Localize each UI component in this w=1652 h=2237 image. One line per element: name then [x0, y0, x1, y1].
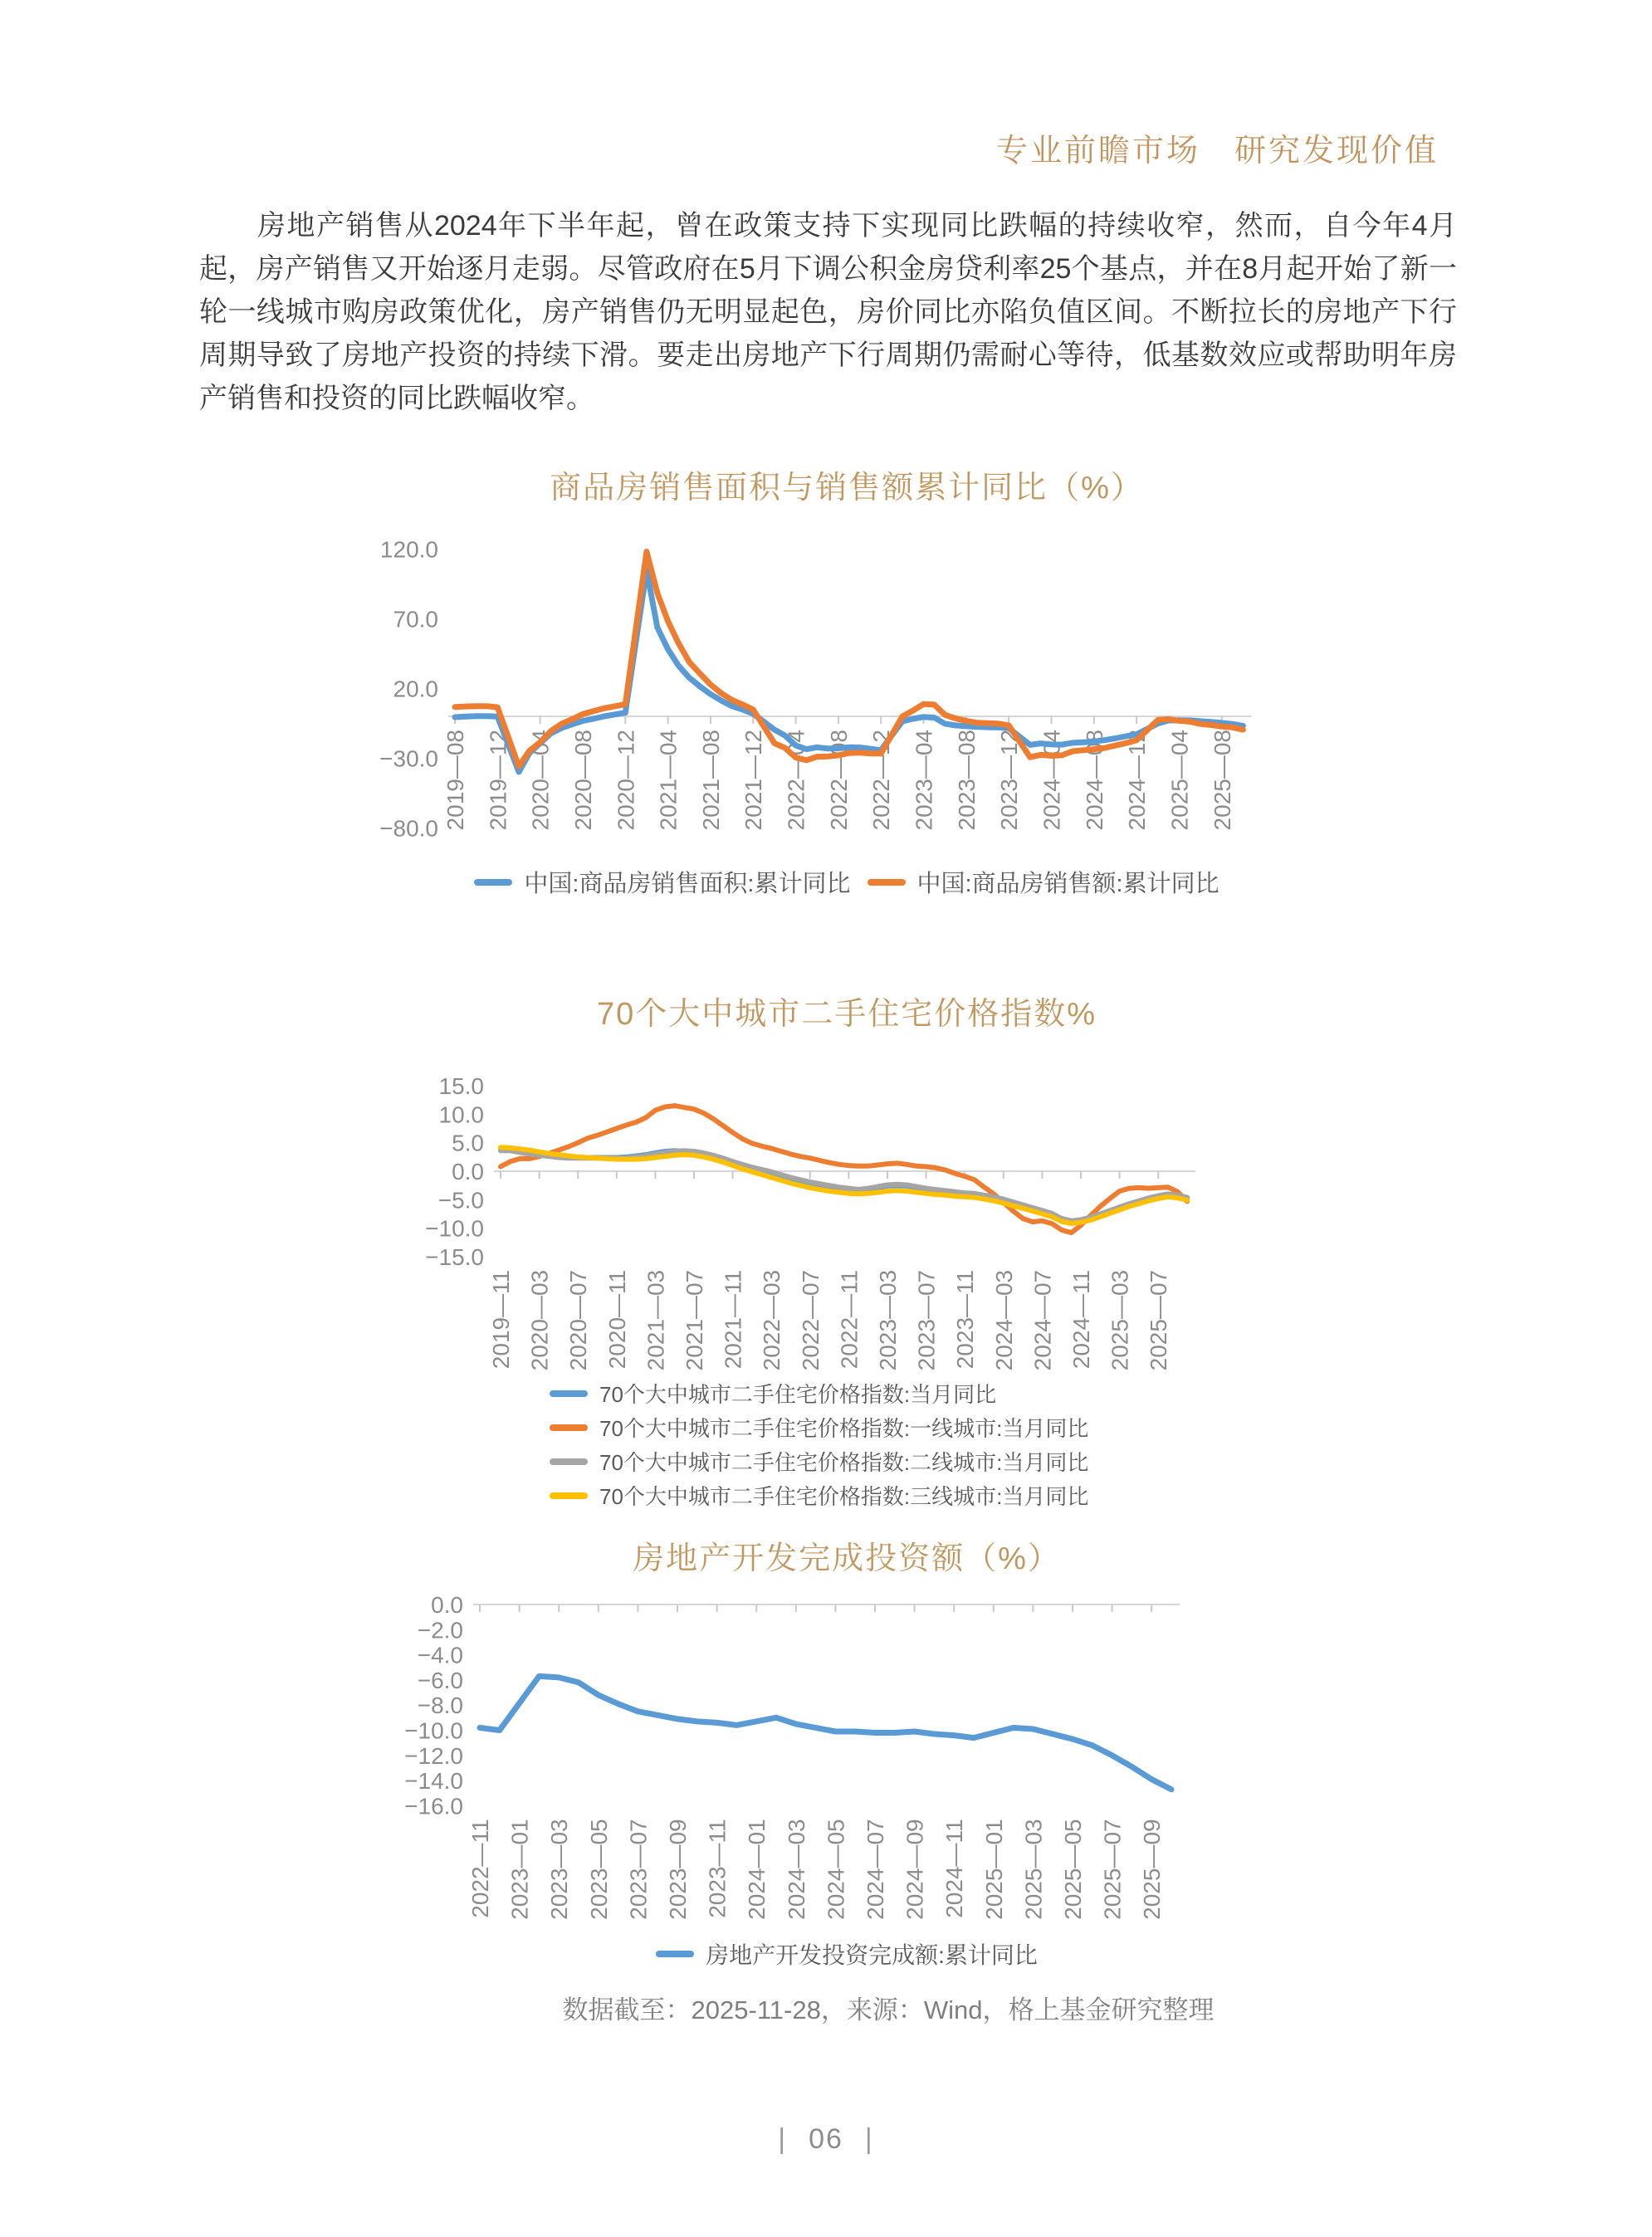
- x-tick-label: 2020—04: [527, 730, 554, 831]
- chart-1-svg: [349, 521, 1278, 853]
- y-tick-label: −16.0: [404, 1793, 463, 1819]
- x-tick-label: 2019—11: [488, 1269, 514, 1370]
- series-line-1: [501, 1106, 1187, 1233]
- x-tick-label: 2025—03: [1020, 1819, 1047, 1920]
- legend-item: [656, 1937, 1038, 1971]
- y-tick-label: 0.0: [452, 1159, 484, 1184]
- page-number-bar: |: [864, 2123, 874, 2155]
- legend-item: [550, 1480, 1088, 1511]
- y-tick-label: −14.0: [404, 1768, 463, 1795]
- x-tick-label: 2025—05: [1060, 1819, 1086, 1920]
- chart-3-svg: [349, 1592, 1254, 1924]
- y-tick-label: −2.0: [417, 1617, 463, 1644]
- x-tick-label: 2024—04: [1039, 730, 1065, 831]
- x-tick-label: 2020—07: [565, 1269, 592, 1371]
- legend-swatch-tier3: [550, 1492, 588, 1499]
- x-tick-label: 2025—07: [1146, 1269, 1172, 1371]
- x-tick-label: 2023—04: [911, 730, 937, 831]
- x-tick-label: 2023—03: [546, 1819, 573, 1920]
- x-tick-label: 2021—08: [697, 730, 724, 831]
- x-tick-label: 2024—07: [1029, 1269, 1056, 1371]
- chart1-title: 商品房销售面积与销售额累计同比（%）: [550, 471, 1144, 506]
- legend-swatch-tier1: [550, 1424, 588, 1431]
- x-tick-label: 2023—11: [704, 1819, 731, 1918]
- x-tick-label: 2021—04: [655, 730, 682, 831]
- source-note: 数据截至：2025-11-28，来源：Wind，格上基金研究整理: [562, 1995, 1215, 2025]
- x-tick-label: 2022—08: [825, 730, 852, 831]
- legend-swatch-sales-value: [868, 879, 906, 886]
- y-tick-label: −4.0: [417, 1642, 463, 1668]
- y-tick-label: −15.0: [425, 1243, 484, 1270]
- x-tick-label: 2023—01: [506, 1819, 533, 1920]
- x-tick-label: 2024—11: [941, 1819, 968, 1918]
- y-tick-label: −10.0: [425, 1215, 484, 1242]
- x-tick-label: 2022—03: [759, 1269, 785, 1371]
- legend-swatch-sales-area: [474, 879, 512, 886]
- legend-label: 中国:商品房销售额:累计同比: [916, 871, 1219, 897]
- chart1-legend: [50, 865, 1644, 899]
- x-tick-label: 2020—12: [613, 730, 639, 831]
- x-tick-label: 2020—08: [570, 730, 596, 831]
- x-tick-label: 2023—08: [953, 730, 980, 831]
- x-tick-label: 2023—07: [625, 1819, 652, 1920]
- legend-label: 70个大中城市二手住宅价格指数:一线城市:当月同比: [599, 1416, 1089, 1441]
- x-tick-label: 2024—03: [783, 1819, 809, 1920]
- legend-item: [868, 865, 1219, 899]
- x-tick-label: 2023—05: [585, 1819, 612, 1920]
- y-tick-label: −5.0: [437, 1187, 484, 1214]
- x-tick-label: 2022—11: [467, 1819, 493, 1918]
- x-tick-label: 2025—04: [1166, 730, 1193, 831]
- legend-swatch-tier2: [550, 1458, 588, 1465]
- chart-2-svg: [349, 1071, 1229, 1376]
- x-tick-label: 2024—11: [1068, 1269, 1094, 1370]
- chart3-legend: [50, 1937, 1644, 1971]
- x-tick-label: 2023—11: [952, 1269, 979, 1370]
- y-tick-label: 120.0: [379, 536, 438, 563]
- legend-item: [550, 1412, 1088, 1443]
- chart3-plot: [349, 1592, 1254, 1928]
- y-tick-label: 20.0: [393, 676, 438, 702]
- legend-swatch-investment: [656, 1951, 694, 1957]
- legend-label: 房地产开发投资完成额:累计同比: [706, 1942, 1038, 1968]
- y-tick-label: −6.0: [417, 1667, 463, 1693]
- x-tick-label: 2020—11: [604, 1269, 630, 1370]
- y-tick-label: 10.0: [438, 1101, 484, 1128]
- x-tick-label: 2023—09: [665, 1819, 691, 1920]
- page-number-bar: |: [778, 2123, 788, 2155]
- chart3-title: 房地产开发完成投资额（%）: [633, 1541, 1061, 1576]
- y-tick-label: −30.0: [379, 745, 438, 772]
- legend-label: 70个大中城市二手住宅价格指数:三线城市:当月同比: [599, 1484, 1089, 1509]
- x-tick-label: 2024—03: [990, 1269, 1017, 1371]
- x-tick-label: 2020—03: [526, 1269, 553, 1371]
- x-tick-label: 2024—01: [744, 1819, 770, 1920]
- x-tick-label: 2022—07: [797, 1269, 824, 1371]
- series-line-0: [480, 1676, 1171, 1789]
- y-tick-label: 15.0: [438, 1073, 484, 1100]
- x-tick-label: 2025—01: [980, 1819, 1007, 1920]
- x-tick-label: 2022—04: [783, 730, 809, 831]
- x-tick-label: 2021—11: [720, 1269, 746, 1370]
- legend-item: [550, 1446, 1088, 1477]
- y-tick-label: −8.0: [417, 1692, 463, 1719]
- x-tick-label: 2024—12: [1124, 730, 1151, 831]
- x-tick-label: 2024—07: [863, 1819, 888, 1920]
- x-tick-label: 2025—03: [1107, 1269, 1133, 1371]
- chart1-plot: [349, 521, 1278, 857]
- x-tick-label: 2025—07: [1099, 1819, 1126, 1920]
- x-tick-label: 2019—12: [485, 730, 511, 831]
- chart2-plot: [349, 1071, 1229, 1380]
- x-tick-label: 2024—05: [823, 1819, 849, 1920]
- y-tick-label: −12.0: [404, 1742, 463, 1769]
- body-paragraph: 房地产销售从2024年下半年起，曾在政策支持下实现同比跌幅的持续收窄，然而，自今年4月起，房产销售又开始逐月走弱。尽管政府在5月下调公积金房贷利率25个基点，并在8月起开始了新一轮一线城市购房政策优化，房产销售仍无明显起色，房价同比亦陷负值区间。不断拉长的房地产下行周期导致了房地产投资的持续下滑。要走出房地产下行周期仍需耐心等待，低基数效应或帮助明年房产销售和投资的同比跌幅收窄。: [199, 210, 1457, 414]
- legend-item: [474, 865, 850, 899]
- y-tick-label: 70.0: [393, 606, 438, 633]
- x-tick-label: 2019—08: [442, 730, 468, 831]
- x-tick-label: 2024—09: [902, 1819, 928, 1920]
- legend-label: 70个大中城市二手住宅价格指数:当月同比: [599, 1382, 997, 1407]
- x-tick-label: 2023—07: [913, 1269, 940, 1371]
- legend-item: [550, 1378, 1088, 1409]
- x-tick-label: 2021—07: [682, 1269, 707, 1371]
- x-tick-label: 2023—12: [996, 730, 1023, 831]
- brand-slogan: 专业前瞻市场 研究发现价值: [995, 134, 1439, 169]
- legend-label: 中国:商品房销售面积:累计同比: [524, 871, 851, 897]
- x-tick-label: 2025—09: [1139, 1819, 1166, 1920]
- y-tick-label: −80.0: [379, 815, 438, 842]
- x-tick-label: 2023—03: [875, 1269, 901, 1371]
- chart2-legend: [550, 1378, 1088, 1511]
- x-tick-label: 2024—08: [1081, 730, 1107, 831]
- page-number: [0, 2123, 1652, 2156]
- series-line-2: [501, 1150, 1187, 1220]
- x-tick-label: 2022—11: [836, 1269, 863, 1370]
- x-tick-label: 2022—12: [868, 730, 895, 831]
- legend-swatch-national: [550, 1390, 588, 1397]
- y-tick-label: 0.0: [431, 1592, 463, 1618]
- y-tick-label: 5.0: [452, 1130, 484, 1156]
- x-tick-label: 2021—12: [740, 730, 767, 831]
- x-tick-label: 2021—03: [643, 1269, 669, 1371]
- page-number-value: 06: [809, 2123, 843, 2155]
- y-tick-label: −10.0: [404, 1717, 463, 1744]
- chart2-title: 70个大中城市二手住宅价格指数%: [596, 997, 1097, 1032]
- x-tick-label: 2025—08: [1209, 730, 1235, 831]
- legend-label: 70个大中城市二手住宅价格指数:二线城市:当月同比: [599, 1450, 1089, 1475]
